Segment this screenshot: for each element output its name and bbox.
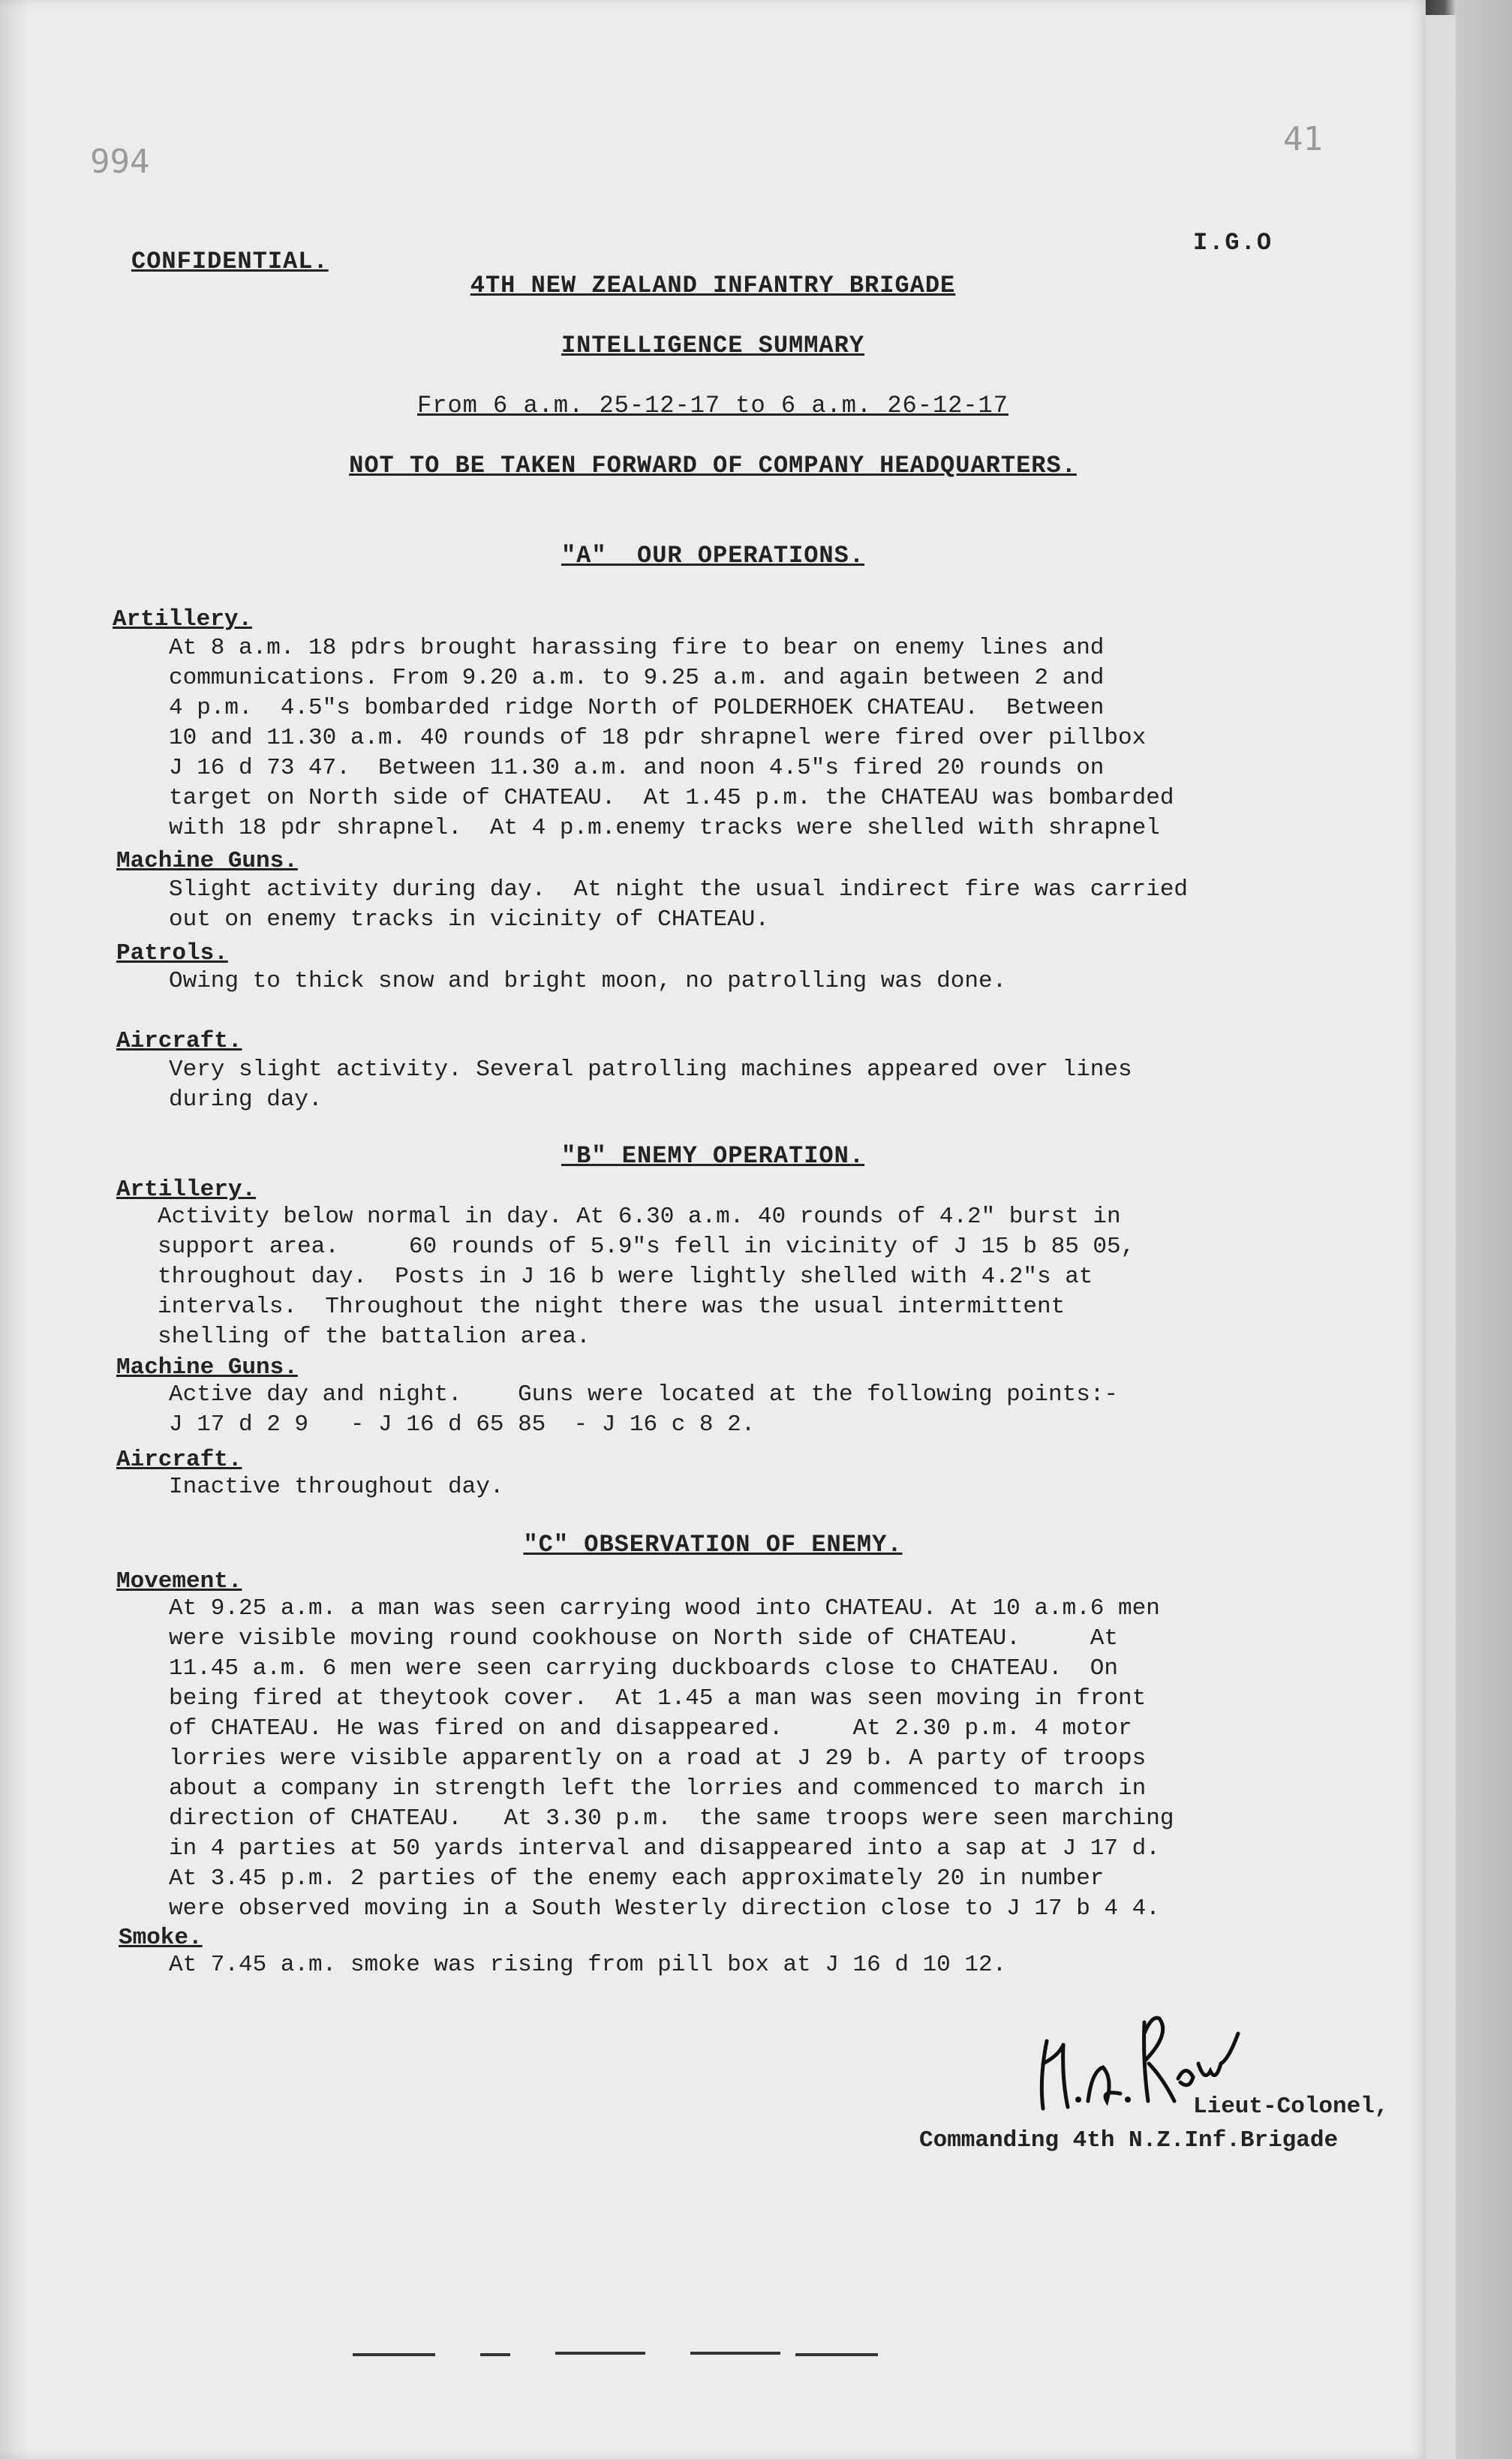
text-line: intervals. Throughout the night there was the usual intermittent [158, 1294, 1066, 1320]
text-line: Very slight activity. Several patrolling machines appeared over lines [169, 1057, 1132, 1083]
section-b-heading: "B" ENEMY OPERATION. [561, 1142, 865, 1170]
a-machine-guns-label: Machine Guns. [116, 848, 298, 874]
text-line: were visible moving round cookhouse on North side of CHATEAU. At [169, 1625, 1119, 1652]
text-line: in 4 parties at 50 yards interval and disappeared into a sap at J 17 d. [169, 1835, 1160, 1862]
signatory-rank: Lieut-Colonel, [1193, 2094, 1389, 2120]
text-line: lorries were visible apparently on a road at J 29 b. A party of troops [169, 1745, 1147, 1772]
text-line: shelling of the battalion area. [158, 1324, 591, 1350]
text-line: At 3.45 p.m. 2 parties of the enemy each approximately 20 in number [169, 1865, 1105, 1892]
a-patrols-label: Patrols. [116, 940, 228, 966]
text-line: 10 and 11.30 a.m. 40 rounds of 18 pdr shrapnel were fired over pillbox [169, 725, 1147, 751]
page-shadow [0, 0, 30, 2459]
text-line: Active day and night. Guns were located at the following points:- [169, 1381, 1119, 1408]
text-line: At 9.25 a.m. a man was seen carrying wood into CHATEAU. At 10 a.m.6 men [169, 1595, 1160, 1622]
text-line: At 7.45 a.m. smoke was rising from pill box at J 16 d 10 12. [169, 1952, 1007, 1978]
pencil-folio-left: 994 [90, 143, 150, 181]
text-line: 11.45 a.m. 6 men were seen carrying duckboards close to CHATEAU. On [169, 1655, 1119, 1682]
a-artillery-label: Artillery. [113, 606, 253, 633]
text-line: Slight activity during day. At night the usual indirect fire was carried [169, 876, 1189, 903]
text-line: Inactive throughout day. [169, 1474, 504, 1500]
reference-code: I.G.O [1193, 229, 1273, 257]
restriction-line: NOT TO BE TAKEN FORWARD OF COMPANY HEADQUARTERS. [349, 452, 1077, 479]
text-line: Activity below normal in day. At 6.30 a.m. 40 rounds of 4.2" burst in [158, 1204, 1121, 1230]
footer-dash [353, 2353, 435, 2356]
c-movement-label: Movement. [116, 1568, 242, 1595]
text-line: being fired at theytook cover. At 1.45 a man was seen moving in front [169, 1685, 1147, 1712]
text-line: throughout day. Posts in J 16 b were lightly shelled with 4.2"s at [158, 1264, 1093, 1290]
confidential-marking: CONFIDENTIAL. [131, 248, 329, 275]
text-line: 4 p.m. 4.5"s bombarded ridge North of POLDERHOEK CHATEAU. Between [169, 695, 1105, 721]
text-line: At 8 a.m. 18 pdrs brought harassing fire to bear on enemy lines and [169, 635, 1105, 661]
text-line: were observed moving in a South Westerly direction close to J 17 b 4 4. [169, 1895, 1160, 1922]
text-line: direction of CHATEAU. At 3.30 p.m. the same troops were seen marching [169, 1805, 1174, 1832]
pencil-folio-right: 41 [1283, 120, 1323, 158]
signatory-appointment: Commanding 4th N.Z.Inf.Brigade [919, 2127, 1339, 2154]
text-line: J 17 d 2 9 - J 16 d 65 85 - J 16 c 8 2. [169, 1411, 756, 1438]
document-title: INTELLIGENCE SUMMARY [561, 332, 865, 359]
unit-title: 4TH NEW ZEALAND INFANTRY BRIGADE [470, 272, 956, 299]
b-artillery-label: Artillery. [116, 1177, 257, 1203]
text-line: Owing to thick snow and bright moon, no patrolling was done. [169, 968, 1007, 994]
text-line: J 16 d 73 47. Between 11.30 a.m. and noon 4.5"s fired 20 rounds on [169, 755, 1105, 781]
section-c-heading: "C" OBSERVATION OF ENEMY. [523, 1531, 903, 1559]
footer-dash [555, 2352, 645, 2355]
a-aircraft-label: Aircraft. [116, 1028, 242, 1054]
text-line: out on enemy tracks in vicinity of CHATEAU. [169, 906, 769, 933]
footer-dash [480, 2353, 510, 2356]
text-line: communications. From 9.20 a.m. to 9.25 a.m. and again between 2 and [169, 665, 1105, 691]
b-machine-guns-label: Machine Guns. [116, 1354, 298, 1381]
period-line: From 6 a.m. 25-12-17 to 6 a.m. 26-12-17 [417, 392, 1009, 419]
footer-dash [795, 2353, 878, 2356]
text-line: target on North side of CHATEAU. At 1.45 p.m. the CHATEAU was bombarded [169, 785, 1174, 811]
text-line: with 18 pdr shrapnel. At 4 p.m.enemy tracks were shelled with shrapnel [169, 815, 1160, 841]
c-smoke-label: Smoke. [119, 1925, 203, 1951]
footer-dash [690, 2352, 780, 2355]
text-line: support area. 60 rounds of 5.9"s fell in vicinity of J 15 b 85 05, [158, 1234, 1135, 1260]
text-line: about a company in strength left the lorries and commenced to march in [169, 1775, 1147, 1802]
section-a-heading: "A" OUR OPERATIONS. [561, 542, 865, 570]
text-line: of CHATEAU. He was fired on and disappeared. At 2.30 p.m. 4 motor [169, 1715, 1132, 1742]
text-line: during day. [169, 1087, 323, 1113]
b-aircraft-label: Aircraft. [116, 1447, 242, 1473]
